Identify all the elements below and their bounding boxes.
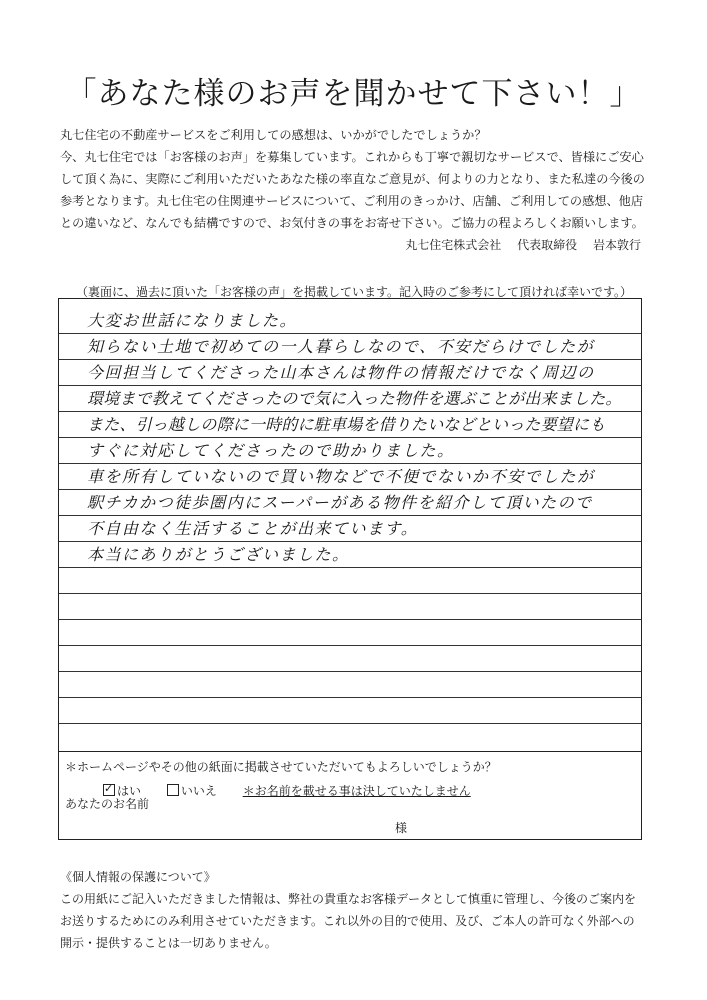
yes-label: はい — [117, 784, 142, 798]
privacy-line: お送りするためにのみ利用させていただきます。これ以外の目的で使用、及び、ご本人の許可なく外部への — [60, 914, 635, 928]
ruled-line — [59, 593, 641, 594]
handwritten-line: 大変お世話になりました。 — [87, 311, 298, 330]
intro-text — [60, 124, 660, 234]
handwritten-line: 知らない土地で初めての一人暮らしなので、不安だらけでしたが — [87, 337, 595, 356]
handwritten-line: 車を所有していないので買い物などで不便でないか不安でしたが — [87, 467, 595, 486]
checkmark-icon: ✓ — [104, 782, 114, 795]
signatory-role: 代表取締役 — [517, 238, 578, 252]
reference-note: （裏面に、過去に頂いた「お客様の声」を掲載しています。記入時のご参考にして頂ければ幸いです。） — [75, 285, 633, 299]
ruled-line — [59, 723, 641, 724]
handwritten-line: 今回担当してくださった山本さんは物件の情報だけでなく周辺の — [87, 363, 595, 382]
ruled-line — [59, 671, 641, 672]
signature — [405, 236, 641, 253]
signatory-name: 岩本敦行 — [592, 238, 641, 252]
privacy-line: この用紙にご記入いただきました情報は、弊社の貴重なお客様データとして慎重に管理し、今後のご案内を — [60, 892, 637, 906]
privacy-heading: 《個人情報の保護について》 — [60, 870, 216, 884]
handwritten-line: 駅チカかつ徒歩圏内にスーパーがある物件を紹介して頂いたので — [87, 493, 593, 512]
comment-form — [58, 298, 642, 840]
intro-line: 参考となります。丸七住宅の住関連サービスについて、ご利用のきっかけ、店舗、ご利用しての感想、他店 — [60, 194, 644, 208]
name-privacy-note: ＊お名前を載せる事は決していたしません — [242, 784, 471, 798]
handwritten-line: 環境まで教えてくださったので気に入った物件を選ぶことが出来ました。 — [87, 389, 622, 408]
intro-line: 今、丸七住宅では「お客様のお声」を募集しています。これからも丁寧で親切なサービスで、皆様にご安心 — [60, 150, 644, 164]
consent-question: ＊ホームページやその他の紙面に掲載させていただいてもよろしいでしょうか？ — [65, 760, 497, 774]
handwritten-line: 不自由なく生活することが出来ています。 — [87, 519, 419, 538]
name-field-label: あなたのお名前 — [65, 797, 150, 811]
intro-line: 丸七住宅の不動産サービスをご利用しての感想は、いかがでしたでしょうか？ — [60, 128, 487, 142]
intro-line: して頂く為に、実際にご利用いただいたあなた様の率直なご意見が、何よりの力となり、また私達の今後の — [60, 172, 645, 186]
consent-options — [103, 782, 493, 799]
ruled-line — [59, 697, 641, 698]
handwritten-line: 本当にありがとうございました。 — [87, 545, 350, 564]
privacy-line: 開示・提供することは一切ありません。 — [60, 936, 277, 950]
privacy-section — [60, 866, 660, 954]
intro-line: との違いなど、なんでも結構ですので、お気付きの事をお寄せ下さい。ご協力の程よろしくお願いします。 — [60, 216, 644, 230]
name-honorific: 様 — [395, 821, 408, 835]
consent-no-option[interactable] — [167, 782, 217, 799]
no-label: いいえ — [180, 784, 217, 798]
handwritten-area[interactable] — [59, 299, 641, 751]
company-name: 丸七住宅株式会社 — [405, 238, 502, 252]
page-title: 「あなた様のお声を聞かせて下さい！」 — [65, 76, 642, 112]
ruled-line — [59, 619, 641, 620]
handwritten-line: すぐに対応してくださったので助かりました。 — [87, 441, 455, 460]
no-checkbox[interactable] — [167, 784, 179, 796]
ruled-line — [59, 645, 641, 646]
handwritten-line: また、引っ越しの際に一時的に駐車場を借りたいなどといった要望にも — [87, 415, 606, 434]
